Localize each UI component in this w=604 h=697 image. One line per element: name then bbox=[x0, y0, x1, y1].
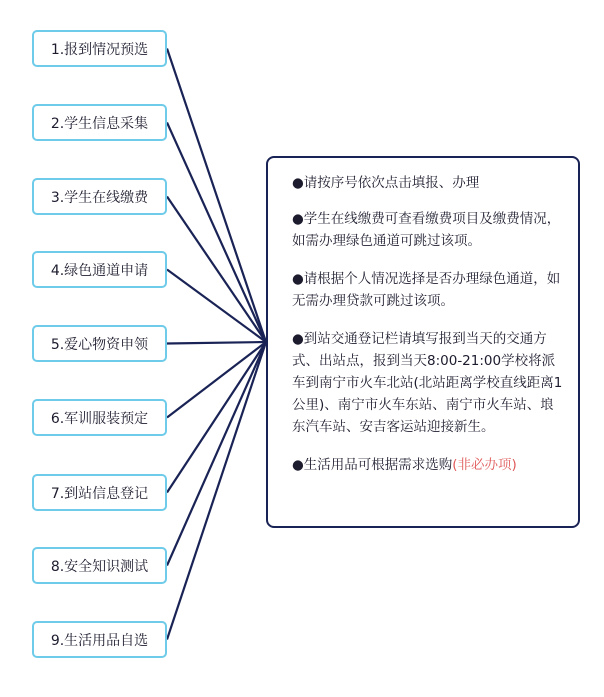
instruction-4: ●到站交通登记栏请填写报到当天的交通方式、出站点，报到当天8:00-21:00学校将派车到南宁市火车北站(北站距离学校直线距离1公里)、南宁市火车东站、南宁市火车站、埌东汽车站、安吉客运站迎接新生。 bbox=[292, 331, 563, 435]
connector-line-1 bbox=[167, 49, 266, 343]
step-label: 1.报到情况预选 bbox=[50, 41, 149, 58]
step-charity-supplies[interactable] bbox=[32, 325, 167, 362]
optional-note: (非必办项) bbox=[452, 457, 517, 473]
instruction-5 bbox=[292, 454, 564, 476]
step-safety-test[interactable] bbox=[32, 547, 167, 584]
step-label: 9.生活用品自选 bbox=[50, 632, 149, 649]
step-label: 4.绿色通道申请 bbox=[50, 262, 149, 279]
instruction-2: ●学生在线缴费可查看缴费项目及缴费情况，如需办理绿色通道可跳过该项。 bbox=[292, 211, 561, 249]
connector-line-3 bbox=[167, 197, 266, 343]
connector-line-2 bbox=[167, 123, 266, 343]
connector-line-8 bbox=[167, 342, 266, 566]
instruction-1: ●请按序号依次点击填报、办理 bbox=[292, 175, 480, 191]
step-daily-supplies[interactable] bbox=[32, 621, 167, 658]
step-green-channel[interactable] bbox=[32, 251, 167, 288]
connector-line-5 bbox=[167, 342, 266, 344]
instruction-3: ●请根据个人情况选择是否办理绿色通道，如无需办理贷款可跳过该项。 bbox=[292, 271, 561, 309]
step-label: 8.安全知识测试 bbox=[50, 558, 149, 575]
step-student-info[interactable] bbox=[32, 104, 167, 141]
connector-line-4 bbox=[167, 270, 266, 343]
step-label: 6.军训服装预定 bbox=[50, 410, 149, 427]
step-report-preselect[interactable] bbox=[32, 30, 167, 67]
instruction-5-text: ●生活用品可根据需求选购 bbox=[292, 457, 453, 473]
connector-line-9 bbox=[167, 342, 266, 640]
step-online-payment[interactable] bbox=[32, 178, 167, 215]
step-military-uniform[interactable] bbox=[32, 399, 167, 436]
step-label: 2.学生信息采集 bbox=[50, 115, 149, 132]
step-label: 7.到站信息登记 bbox=[50, 485, 149, 502]
instructions-panel bbox=[266, 156, 580, 528]
step-label: 5.爱心物资申领 bbox=[50, 336, 149, 353]
step-arrival-registration[interactable] bbox=[32, 474, 167, 511]
connector-line-6 bbox=[167, 342, 266, 418]
connector-line-7 bbox=[167, 342, 266, 493]
step-label: 3.学生在线缴费 bbox=[50, 189, 149, 206]
